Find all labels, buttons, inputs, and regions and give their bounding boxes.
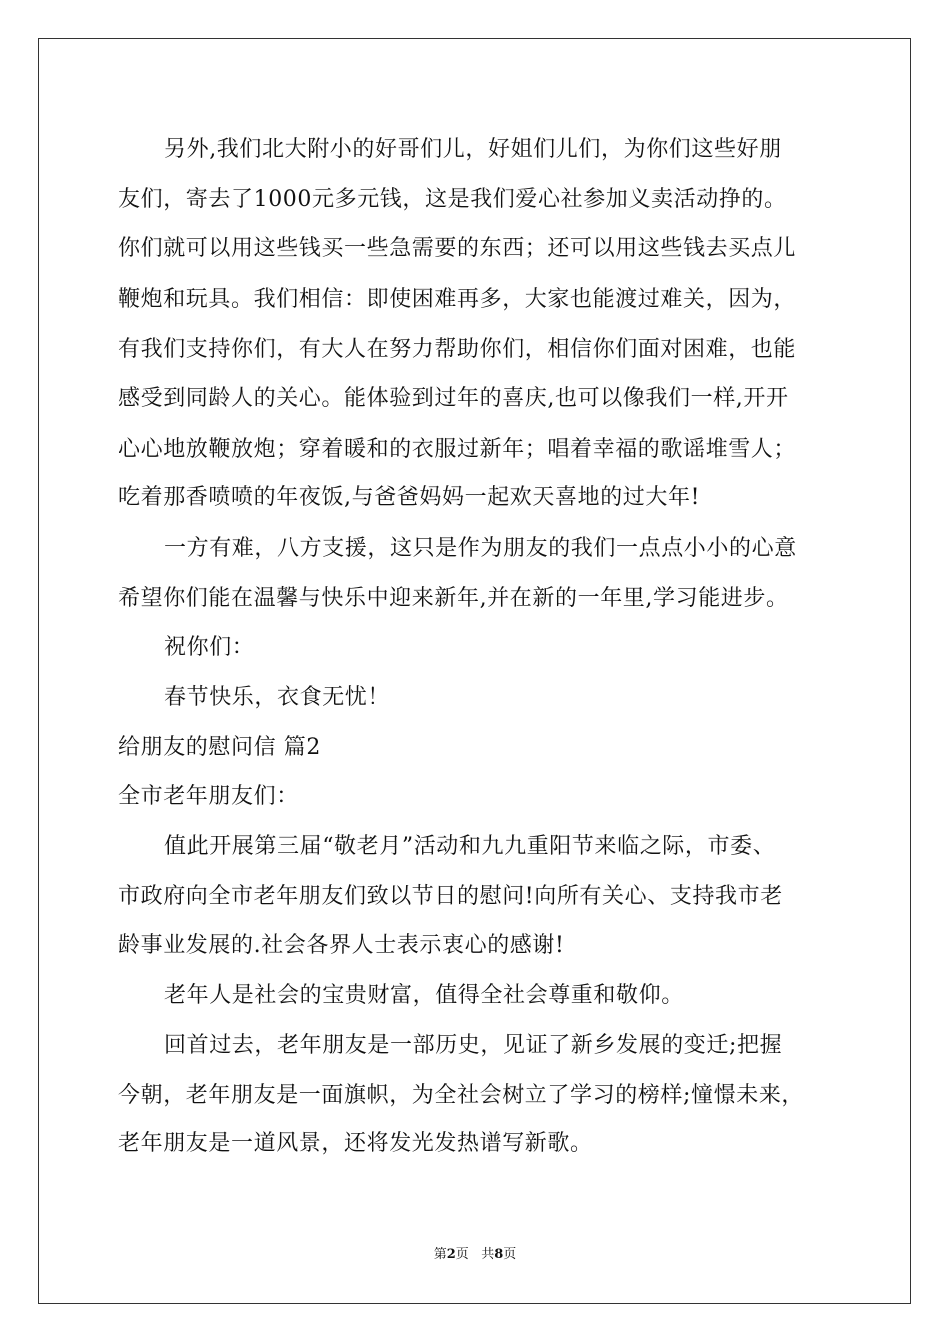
paragraph-line: 回首过去，老年朋友是一部历史，见证了新乡发展的变迁;把握 <box>164 1033 783 1058</box>
page-suffix: 页 <box>455 1247 469 1262</box>
paragraph-line: 老年人是社会的宝贵财富，值得全社会尊重和敬仰。 <box>164 983 684 1008</box>
paragraph-line: 今朝，老年朋友是一面旗帜，为全社会树立了学习的榜样;憧憬未来， <box>118 1083 805 1108</box>
total-prefix: 共 <box>481 1247 495 1262</box>
paragraph-line: 老年朋友是一道风景，还将发光发热谱写新歌。 <box>118 1131 593 1156</box>
paragraph-line: 值此开展第三届“敬老月”活动和九九重阳节来临之际，市委、 <box>164 834 776 859</box>
total-suffix: 页 <box>503 1247 517 1262</box>
paragraph-line: 一方有难，八方支援，这只是作为朋友的我们一点点小小的心意 <box>164 536 797 561</box>
paragraph-line: 龄事业发展的.社会各界人士表示衷心的感谢! <box>118 933 565 958</box>
paragraph-line: 市政府向全市老年朋友们致以节日的慰问!向所有关心、支持我市老 <box>118 884 783 909</box>
page-frame <box>38 38 911 1304</box>
paragraph-line: 有我们支持你们，有大人在努力帮助你们，相信你们面对困难，也能 <box>118 337 797 362</box>
greeting-line: 春节快乐，衣食无忧！ <box>164 685 391 710</box>
recipient-line: 全市老年朋友们： <box>118 784 299 809</box>
paragraph-line: 吃着那香喷喷的年夜饭,与爸爸妈妈一起欢天喜地的过大年! <box>118 485 701 510</box>
paragraph-line: 心心地放鞭放炮；穿着暖和的衣服过新年；唱着幸福的歌谣堆雪人； <box>118 437 797 462</box>
section-heading: 给朋友的慰问信 篇2 <box>118 735 321 760</box>
paragraph-line: 希望你们能在温馨与快乐中迎来新年,并在新的一年里,学习能进步。 <box>118 586 789 611</box>
salutation-line: 祝你们： <box>164 635 255 660</box>
paragraph-line: 鞭炮和玩具。我们相信：即使困难再多，大家也能渡过难关，因为， <box>118 287 797 312</box>
page-footer <box>0 1246 950 1264</box>
paragraph-line: 友们，寄去了1000元多元钱，这是我们爱心社参加义卖活动挣的。 <box>118 187 787 212</box>
page-number: 2 <box>446 1247 456 1262</box>
paragraph-line: 感受到同龄人的关心。能体验到过年的喜庆,也可以像我们一样,开开 <box>118 386 789 411</box>
paragraph-line: 另外,我们北大附小的好哥们儿，好姐们儿们，为你们这些好朋 <box>164 137 782 162</box>
paragraph-line: 你们就可以用这些钱买一些急需要的东西；还可以用这些钱去买点儿 <box>118 236 797 261</box>
total-pages: 8 <box>494 1247 504 1262</box>
page-prefix: 第 <box>433 1247 447 1262</box>
